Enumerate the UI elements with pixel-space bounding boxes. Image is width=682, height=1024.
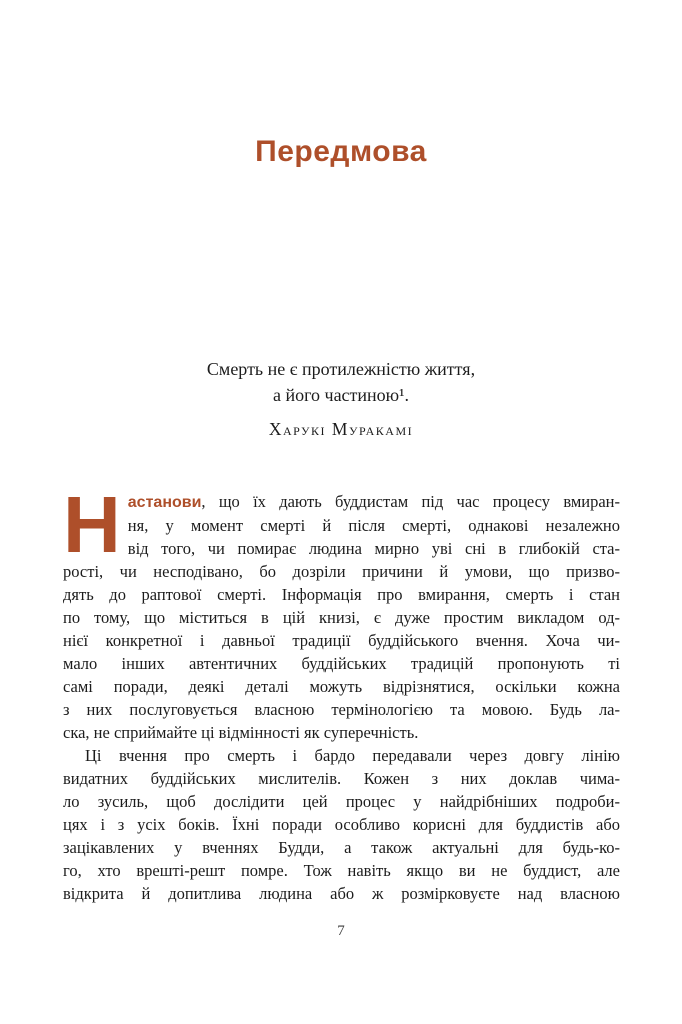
chapter-title: Передмова [255, 135, 427, 168]
body-line: від того, чи помирає людина мирно уві сні в глибокій ста- [127, 539, 620, 558]
body-line: Ці вчення про смерть і бардо передавали через довгу лінію [85, 746, 620, 765]
body-line: видатних буддійських мислителів. Кожен з них доклав чима- [63, 769, 620, 788]
epigraph-line: Смерть не є протилежністю життя, [206, 359, 476, 379]
body-line: зацікавлених у вченнях Будди, а також актуальні для будь-ко- [63, 838, 620, 857]
body-line: дять до раптової смерті. Інформація про вмирання, смерть і стан [63, 585, 620, 604]
body-line: з них послуговується власною термінологією та мовою. Будь ла- [63, 700, 620, 719]
epigraph-attribution: Харукі Муракамі [268, 419, 414, 439]
epigraph-line: а його частиною¹. [272, 385, 410, 405]
body-text [63, 480, 620, 905]
body-line: мало інших автентичних буддійських традицій пропонують ті [63, 654, 620, 673]
body-line: рості, чи несподівано, бо дозріли причини й умови, що призво- [63, 562, 620, 581]
body-line: по тому, що міститься в цій книзі, є дуже простим викладом од- [63, 608, 620, 627]
body-line: го, хто врешті-решт помре. Тож навіть якщо ви не буддист, але [63, 861, 620, 880]
body-line: відкрита й допитлива людина або ж розмірковуєте над власною [63, 884, 620, 903]
lead-word: астанови [127, 494, 202, 511]
body-line: астанови, що їх дають буддистам під час процесу вмиран- [127, 492, 620, 511]
epigraph [0, 356, 682, 408]
body-line: самі поради, деякі деталі можуть відрізнятися, оскільки кожна [63, 677, 620, 696]
body-line: ня, у момент смерті й після смерті, однакові незалежно [127, 516, 620, 535]
body-line: нієї конкретної і давньої традиції буддійського вчення. Хоча чи- [63, 631, 620, 650]
body-line: ска, не сприймайте ці відмінності як суперечність. [63, 723, 419, 742]
drop-cap: Н [63, 480, 121, 569]
body-line: цях і з усіх боків. Їхні поради особливо корисні для буддистів або [63, 815, 620, 834]
body-line: ло зусиль, щоб дослідити цей процес у найдрібніших подроби- [63, 792, 620, 811]
page-number: 7 [337, 923, 345, 939]
